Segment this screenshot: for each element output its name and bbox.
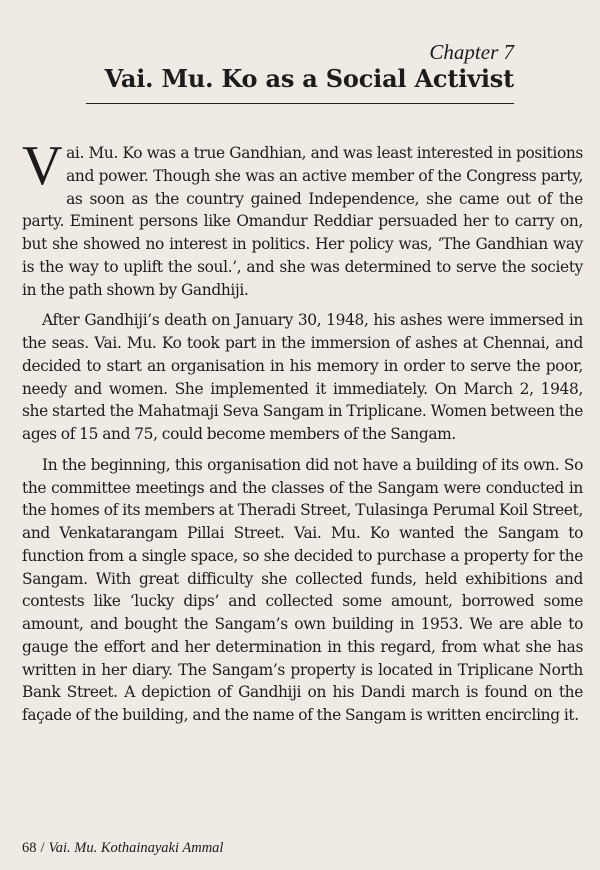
chapter-number: Chapter 7 [429, 40, 514, 64]
paragraph-3: In the beginning, this organisation did not have a building of its own. So the committee meetings and the classes of the Sangam were conducted in the homes of its members at Theradi Street, Tulasinga Perumal Koil Street, and Venkatarangam Pillai Street. Vai. Mu. Ko wanted the Sangam to function from a single space, so she decided to purchase a property for the Sangam. With great difficulty she collected funds, held exhibitions and contests like ‘lucky dips’ and collected some amount, borrowed some amount, and bought the Sangam’s own building in 1953. We are able to gauge the effort and her determination in this regard, from what she has written in her diary. The Sangam’s property is located in Triplicane North Bank Street. A depiction of Gandhiji on his Dandi march is found on the façade of the building, and the name of the Sangam is written encircling it. [22, 455, 583, 724]
paragraph-1 [22, 135, 583, 301]
drop-cap: V [22, 135, 63, 197]
page-footer [22, 839, 223, 857]
running-title: Vai. Mu. Kothainayaki Ammal [48, 840, 224, 856]
footer-separator: / [40, 840, 45, 856]
page-number: 68 [22, 840, 37, 856]
paragraph-2: After Gandhiji’s death on January 30, 1948, his ashes were immersed in the seas. Vai. Mu. Ko took part in the immersion of ashes at Chennai, and decided to start an organisation in his memory in order to serve the poor, needy and women. She implemented it immediately. On March 2, 1948, she started the Mahatmaji Seva Sangam in Triplicane. Women between the ages of 15 and 75, could become members of the Sangam. [22, 311, 583, 443]
paragraph-1-text: ai. Mu. Ko was a true Gandhian, and was least interested in positions and power. Though she was an active member of the Congress party, as soon as the country gained Independence, she came out of the party. Eminent persons like Omandur Reddiar persuaded her to carry on, but she showed no interest in politics. Her policy was, ‘The Gandhian way is the way to uplift the soul.’, and she was determined to serve the society in the path shown by Gandhiji. [22, 144, 583, 299]
chapter-header [105, 40, 514, 94]
title-underline-rule [86, 103, 514, 104]
chapter-title: Vai. Mu. Ko as a Social Activist [104, 64, 514, 93]
body-text [22, 135, 583, 735]
